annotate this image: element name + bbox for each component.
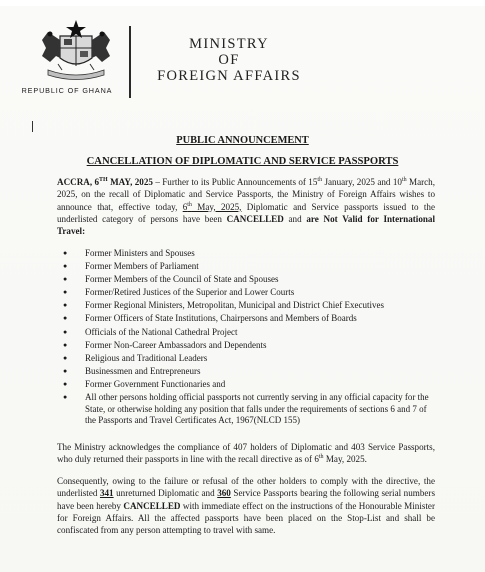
- announcement-subtitle: CANCELLATION OF DIPLOMATIC AND SERVICE PASSPORTS: [86, 156, 399, 167]
- affected-categories-list: [57, 248, 435, 428]
- ghana-coat-of-arms-icon: [30, 18, 122, 84]
- diplomatic-count: 341: [99, 488, 114, 499]
- list-item: ● Former Members of the Council of State and Spouses: [57, 274, 435, 286]
- list-item: ● Officials of the National Cathedral Project: [57, 327, 435, 339]
- list-item: ● Former Government Functionaries and: [57, 379, 435, 391]
- republic-label: REPUBLIC OF GHANA: [21, 86, 113, 95]
- list-item: ● Former Members of Parliament: [57, 261, 435, 273]
- dateline: ACCRA, 6TH MAY, 2025: [57, 176, 153, 187]
- list-item: ● All other persons holding official passports not currently serving in any official capacity for the State, or otherwise holding any position that falls under the requirements of sections 6 and 7 of the Passports and Travel Certificates Act, 1967(NLCD 155): [57, 392, 435, 427]
- top-strip: [0, 0, 485, 6]
- list-item: ● Religious and Traditional Leaders: [57, 353, 435, 365]
- ministry-line-1: MINISTRY: [189, 36, 269, 52]
- list-item: ● Former Ministers and Spouses: [57, 248, 435, 260]
- list-item: ● Businessmen and Entrepreneurs: [57, 366, 435, 378]
- effective-date: 6th May, 2025,: [182, 201, 242, 212]
- announcement-title: PUBLIC ANNOUNCEMENT: [176, 135, 309, 146]
- list-item: ● Former/Retired Justices of the Superior and Lower Courts: [57, 287, 435, 299]
- cancellation-paragraph: Consequently, owing to the failure or refusal of the other holders to comply with the directive, the underlisted 341 unreturned Diplomatic and 360 Service Passports bearing the following serial numbers have been hereby CANCELLED with immediate effect on the instructions of the Honourable Minister for Foreign Affairs. All the affected passports have been placed on the Stop-List and shall be confiscated from any person attempting to travel with same.: [57, 476, 436, 536]
- service-count: 360: [217, 488, 231, 499]
- ministry-line-2: OF: [218, 52, 240, 68]
- header-divider: [129, 26, 131, 98]
- list-item: ● Former Officers of State Institutions, Chairpersons and Members of Boards: [57, 313, 435, 325]
- list-item: ● Former Regional Ministers, Metropolitan, Municipal and District Chief Executives: [57, 300, 435, 312]
- ministry-heading: [144, 36, 314, 84]
- ministry-line-3: FOREIGN AFFAIRS: [157, 68, 301, 84]
- list-item: ● Former Non-Career Ambassadors and Dependents: [57, 340, 435, 352]
- intro-paragraph: ACCRA, 6TH MAY, 2025 – Further to its Public Announcements of 15th January, 2025 and 10th March, 2025, on the recall of Diplomatic and Service Passports, the Ministry of Foreign Affairs wishes to announce that, effective today, 6th May, 2025, Diplomatic and Service passports issued to the underlisted category of persons have been CANCELLED and are Not Valid for International Travel:: [57, 176, 436, 237]
- compliance-paragraph: The Ministry acknowledges the compliance of 407 holders of Diplomatic and 403 Service Passports, who duly returned their passports in line with the recall directive as of 6th May, 2025.: [57, 442, 435, 465]
- text-cursor: [32, 121, 33, 132]
